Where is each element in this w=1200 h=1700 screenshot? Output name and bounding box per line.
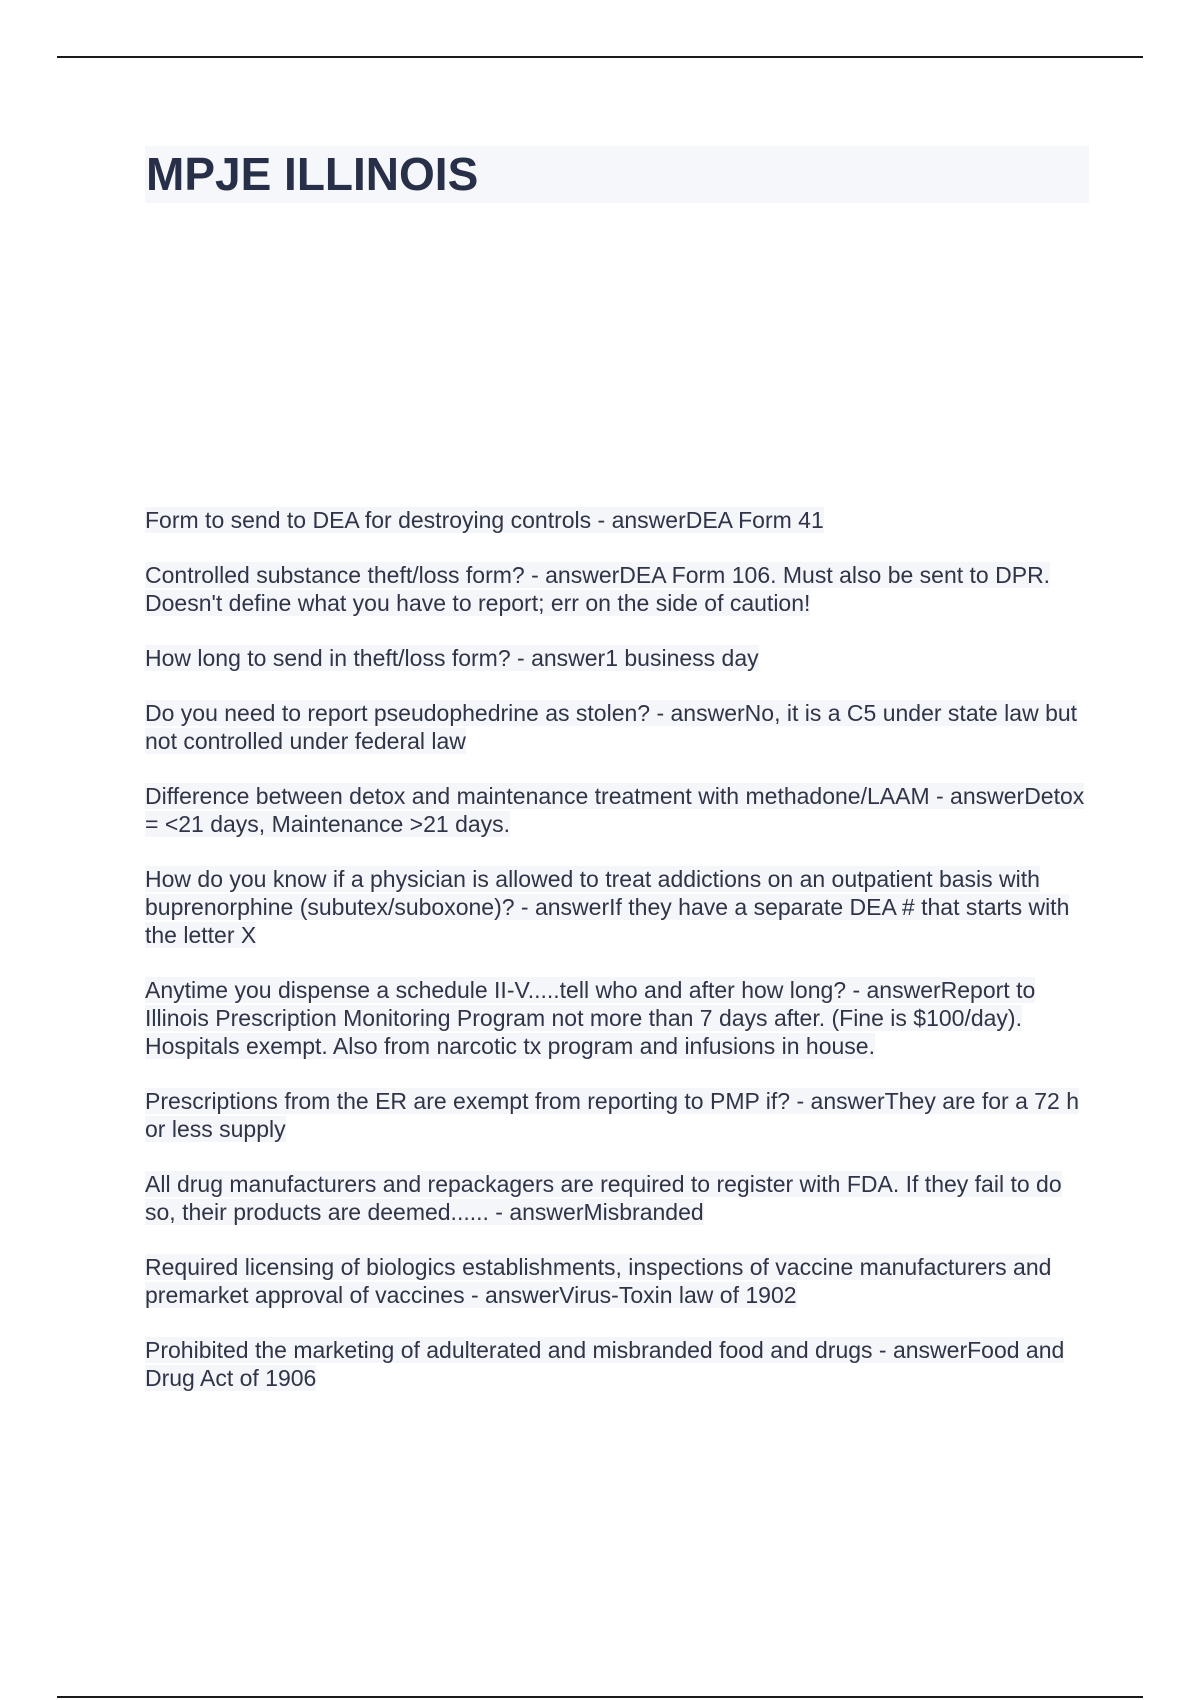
qa-item (145, 1336, 1095, 1392)
qa-text: Do you need to report pseudophedrine as stolen? - answerNo, it is a C5 under state law but not controlled under federal law (145, 700, 1078, 754)
qa-item (145, 699, 1095, 755)
qa-text: Prohibited the marketing of adulterated and misbranded food and drugs - answerFood and Drug Act of 1906 (145, 1337, 1065, 1391)
qa-item (145, 1253, 1095, 1309)
qa-text: Controlled substance theft/loss form? - answerDEA Form 106. Must also be sent to DPR. Doesn't define what you have to report; err on the side of caution! (145, 562, 1051, 616)
qa-item (145, 644, 1095, 672)
qa-item (145, 782, 1095, 838)
qa-text: Difference between detox and maintenance treatment with methadone/LAAM - answerDetox = <21 days, Maintenance >21 days. (145, 783, 1085, 837)
qa-item (145, 506, 1095, 534)
qa-text: Required licensing of biologics establishments, inspections of vaccine manufacturers and premarket approval of vaccines - answerVirus-Toxin law of 1902 (145, 1254, 1052, 1308)
bottom-divider (57, 1696, 1143, 1698)
qa-text: How do you know if a physician is allowed to treat addictions on an outpatient basis with buprenorphine (subutex/suboxone)? - answerIf they have a separate DEA # that starts with the letter X (145, 866, 1070, 948)
qa-item (145, 976, 1095, 1060)
qa-item (145, 1087, 1095, 1143)
qa-item (145, 1170, 1095, 1226)
qa-item (145, 865, 1095, 949)
qa-text: Prescriptions from the ER are exempt from reporting to PMP if? - answerThey are for a 72 h or less supply (145, 1088, 1080, 1142)
top-divider (57, 56, 1143, 58)
qa-text: Anytime you dispense a schedule II-V.....tell who and after how long? - answerReport to Illinois Prescription Monitoring Program not more than 7 days after. (Fine is $100/day). Hospitals exempt. Also from narcotic tx program and infusions in house. (145, 977, 1036, 1059)
qa-list (145, 506, 1095, 1419)
page-title: MPJE ILLINOIS (146, 148, 479, 200)
qa-text: Form to send to DEA for destroying controls - answerDEA Form 41 (145, 507, 824, 533)
qa-text: How long to send in theft/loss form? - answer1 business day (145, 645, 759, 671)
qa-item (145, 561, 1095, 617)
qa-text: All drug manufacturers and repackagers are required to register with FDA. If they fail to do so, their products are deemed...... - answerMisbranded (145, 1171, 1062, 1225)
